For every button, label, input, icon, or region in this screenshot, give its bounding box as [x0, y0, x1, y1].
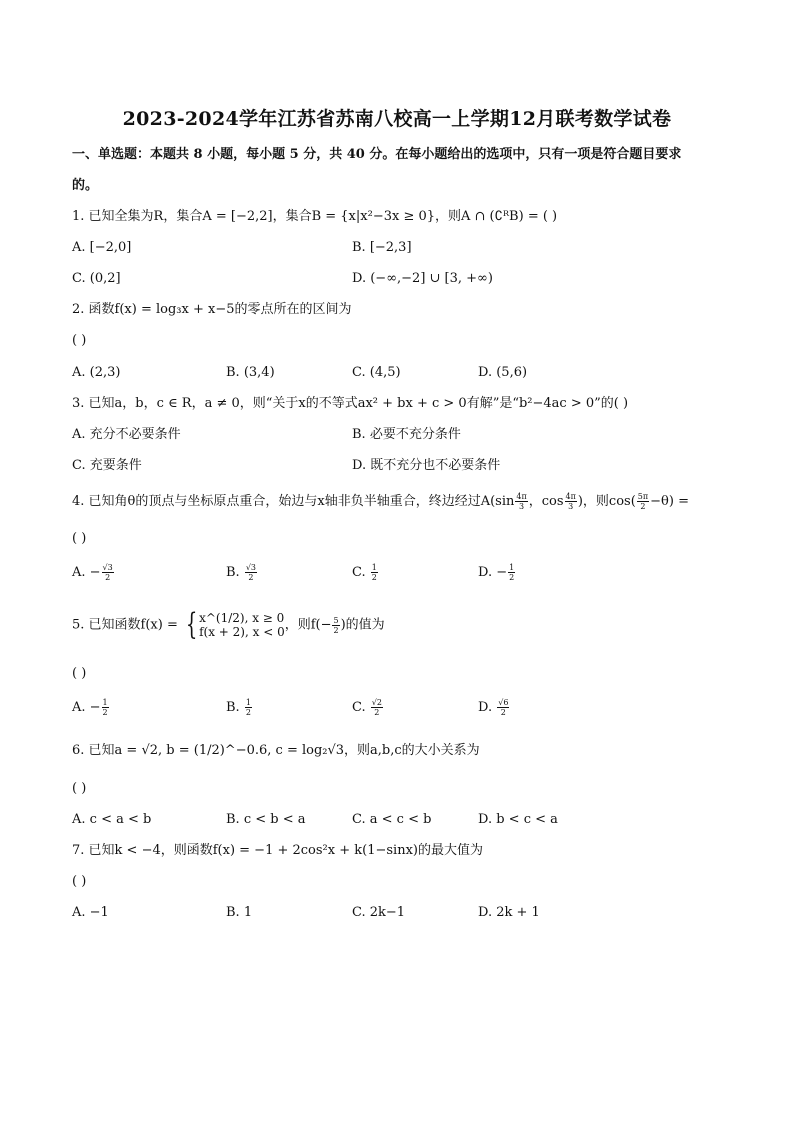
- question-5-option-a: A. − $\frac{1}{2}$: [72, 698, 108, 717]
- question-4-stem-mid: ，cos: [528, 494, 564, 509]
- question-4-option-c: C. $\frac{1}{2}$: [352, 563, 377, 582]
- question-4-option-d: D. − $\frac{1}{2}$: [478, 563, 515, 582]
- question-7-option-b: B. 1: [226, 905, 253, 920]
- question-2-option-a: A. (2,3): [72, 365, 121, 380]
- question-2-stem: 2. 函数f(x) = log₃x + x−5的零点所在的区间为: [72, 302, 352, 317]
- fraction: $\frac{4\pi}{3}$: [516, 492, 527, 511]
- question-6-answer-paren: ( ): [72, 781, 87, 796]
- question-6-option-b: B. c < b < a: [226, 812, 306, 827]
- question-3-stem: 3. 已知a，b，c ∈ R，a ≠ 0，则“关于x的不等式ax² + bx + c > 0有解”是“b²−4ac > 0”的( ): [72, 396, 629, 411]
- question-7-option-a: A. −1: [72, 905, 109, 920]
- question-5-answer-paren: ( ): [72, 666, 87, 681]
- question-3-option-d: D. 既不充分也不必要条件: [352, 458, 501, 473]
- question-4-stem: [72, 492, 689, 511]
- question-7-stem: 7. 已知k < −4，则函数f(x) = −1 + 2cos²x + k(1−sinx)的最大值为: [72, 843, 483, 858]
- question-6-option-a: A. c < a < b: [72, 812, 152, 827]
- question-2-option-c: C. (4,5): [352, 365, 401, 380]
- question-4-stem-prefix: 4. 已知角θ的顶点与坐标原点重合，始边与x轴非负半轴重合，终边经过A(sin: [72, 494, 515, 509]
- piecewise-function: x^(1/2), x ≥ 0 f(x + 2), x < 0: [199, 611, 285, 639]
- question-5-stem-prefix: 5. 已知函数f(x) =: [72, 617, 178, 633]
- question-3-option-b: B. 必要不充分条件: [352, 427, 461, 442]
- question-1-option-c: C. (0,2]: [72, 271, 121, 286]
- fraction: $\frac{4\pi}{3}$: [565, 492, 576, 511]
- question-6-stem: 6. 已知a = √2, b = (1/2)^−0.6, c = log₂√3，则a,b,c的大小关系为: [72, 743, 480, 758]
- question-1-stem: 1. 已知全集为R，集合A = [−2,2]，集合B = {x|x²−3x ≥ 0}，则A ∩ (∁ᴿB) = ( ): [72, 209, 558, 224]
- section-heading: 一、单选题：本题共 8 小题，每小题 5 分，共 40 分。在每小题给出的选项中，只有一项是符合题目要求: [72, 147, 682, 162]
- question-4-option-a: A. − $\frac{√3}{2}$: [72, 563, 113, 582]
- question-3-option-c: C. 充要条件: [72, 458, 142, 473]
- fraction: $\frac{5}{2}$: [333, 615, 339, 635]
- question-4-answer-paren: ( ): [72, 531, 87, 546]
- question-5-option-b: B. $\frac{1}{2}$: [226, 698, 251, 717]
- question-2-option-d: D. (5,6): [478, 365, 528, 380]
- question-7-option-c: C. 2k−1: [352, 905, 406, 920]
- question-5-option-c: C. $\frac{√2}{2}$: [352, 698, 382, 717]
- question-1-option-b: B. [−2,3]: [352, 240, 412, 255]
- page-title: 2023-2024学年江苏省苏南八校高一上学期12月联考数学试卷: [122, 108, 672, 130]
- fraction: $\frac{5\pi}{2}$: [637, 492, 649, 511]
- question-1-option-a: A. [−2,0]: [72, 240, 132, 255]
- question-2-answer-paren: ( ): [72, 333, 87, 348]
- question-2-option-b: B. (3,4): [226, 365, 275, 380]
- question-4-stem-suffix: −θ) =: [650, 494, 689, 509]
- question-7-answer-paren: ( ): [72, 874, 87, 889]
- left-brace-icon: {: [185, 607, 198, 642]
- question-6-option-c: C. a < c < b: [352, 812, 432, 827]
- question-7-option-d: D. 2k + 1: [478, 905, 540, 920]
- question-4-stem-mid2: )，则cos(: [577, 494, 636, 509]
- question-3-option-a: A. 充分不必要条件: [72, 427, 181, 442]
- question-5-stem: 5. 已知函数f(x) = { x^(1/2), x ≥ 0 f(x + 2), x < 0 ，则f(− $\frac{5}{2}$ )的值为: [72, 607, 385, 642]
- question-4-option-b: B. $\frac{√3}{2}$: [226, 563, 257, 582]
- section-heading-cont: 的。: [72, 178, 99, 193]
- question-5-option-d: D. $\frac{√6}{2}$: [478, 698, 509, 717]
- question-1-option-d: D. (−∞,−2] ∪ [3, +∞): [352, 271, 493, 286]
- question-6-option-d: D. b < c < a: [478, 812, 558, 827]
